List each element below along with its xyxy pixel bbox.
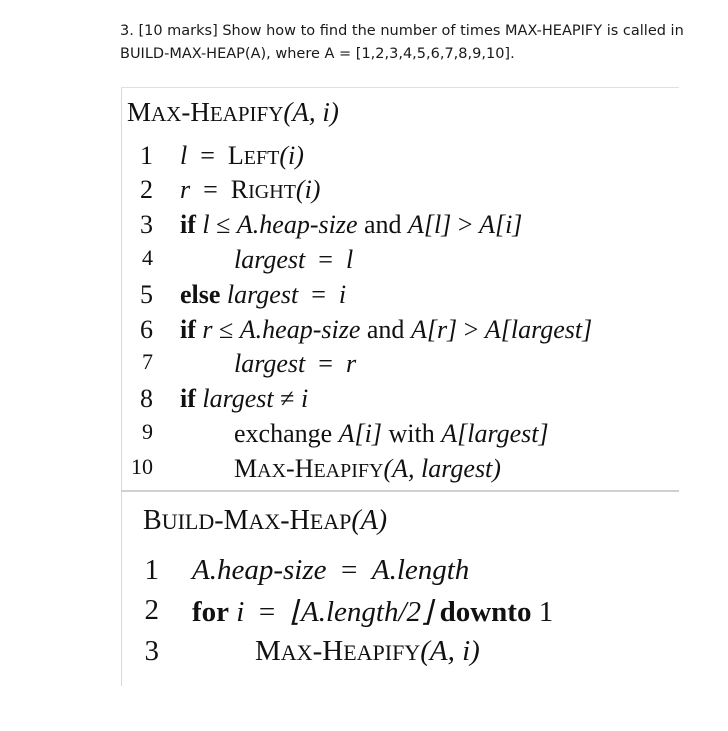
line-number: 6 <box>140 315 153 344</box>
line-number: 3 <box>140 210 153 239</box>
section-divider <box>121 490 679 492</box>
line-number: 10 <box>131 454 153 479</box>
line-number: 5 <box>140 280 153 309</box>
question-text <box>120 20 720 66</box>
line-number: 7 <box>142 349 153 374</box>
question-line-1: 3. [10 marks] Show how to find the number of times MAX-HEAPIFY is called in <box>120 23 684 39</box>
line-number: 3 <box>144 635 159 667</box>
line-number: 4 <box>142 245 153 270</box>
question-line-2: BUILD-MAX-HEAP(A), where A = [1,2,3,4,5,6,7,8,9,10]. <box>120 46 515 62</box>
line-number: 8 <box>140 384 153 413</box>
line-number: 2 <box>140 175 153 204</box>
max-heapify-title: MAX-HEAPIFY(A, i) <box>127 97 339 127</box>
line-number: 9 <box>142 419 153 444</box>
line-number: 2 <box>144 594 159 626</box>
top-border <box>121 87 679 88</box>
line-number: 1 <box>144 554 159 586</box>
line-number: 1 <box>140 141 153 170</box>
build-max-heap-title: BUILD-MAX-HEAP(A) <box>143 505 388 536</box>
